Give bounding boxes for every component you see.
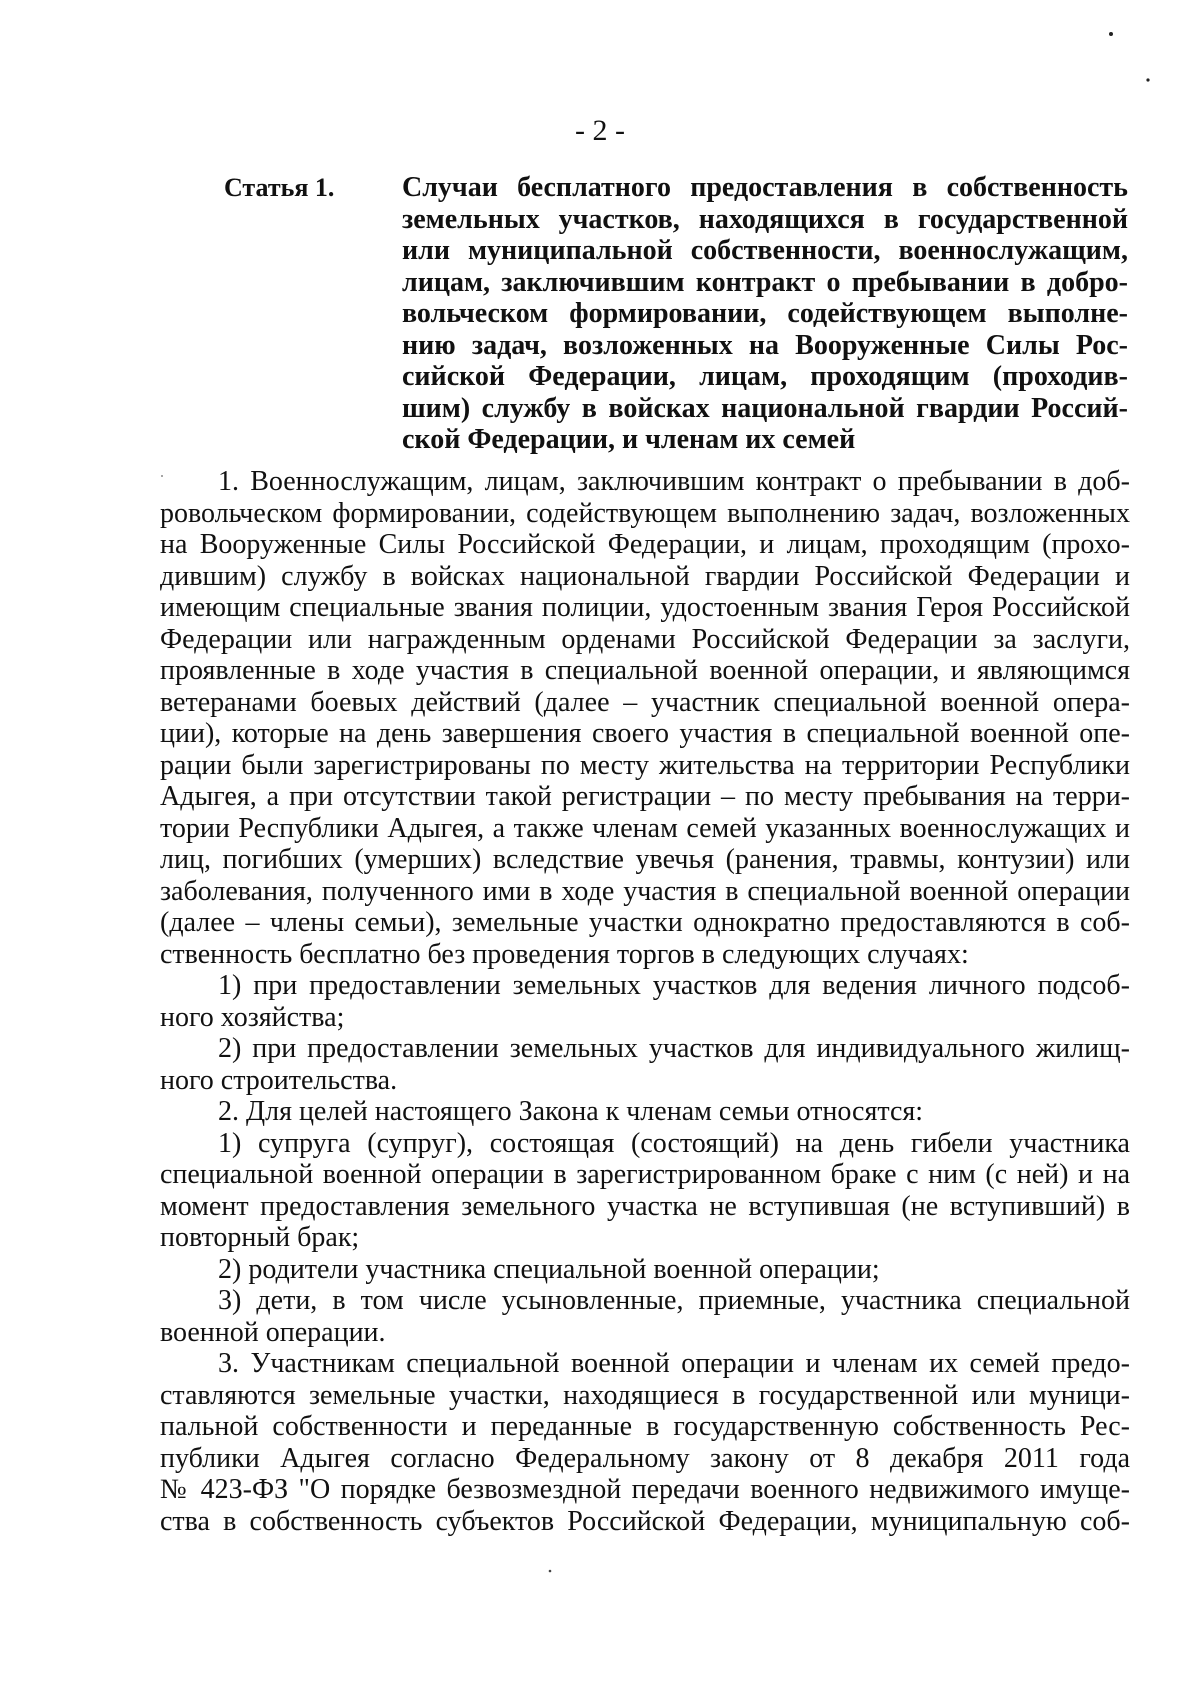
article-title-line: Случаи бесплатного предоставления в собственность — [402, 172, 1128, 203]
body-line: 1) супруга (супруг), состоящая (состоящий) на день гибели участника — [218, 1127, 1130, 1159]
article-title-line: лицам, заключившим контракт о пребывании в добро- — [402, 266, 1128, 298]
body-line: военной операции. — [160, 1316, 386, 1348]
body-line: момент предоставления земельного участка не вступившая (не вступивший) в — [160, 1190, 1130, 1222]
body-line: тории Республики Адыгея, а также членам семей указанных военнослужащих и — [160, 812, 1130, 844]
body-line: 2. Для целей настоящего Закона к членам семьи относятся: — [218, 1096, 924, 1127]
body-line: № 423-ФЗ "О порядке безвозмездной передачи военного недвижимого имуще- — [160, 1474, 1130, 1505]
article-title-line: вольческом формировании, содействующем выполне- — [402, 298, 1128, 329]
page-number: - 2 - — [575, 114, 625, 147]
body-line: пальной собственности и переданные в государственную собственность Рес- — [160, 1411, 1130, 1442]
body-line: ровольческом формировании, содействующем выполнению задач, возложенных — [160, 497, 1130, 529]
body-line: 3. Участникам специальной военной операции и членам их семей предо- — [218, 1348, 1130, 1379]
body-line: 1) при предоставлении земельных участков для ведения личного подсоб- — [218, 970, 1130, 1001]
body-line: ветеранами боевых действий (далее – участник специальной военной опера- — [160, 686, 1130, 718]
body-line: (далее – члены семьи), земельные участки однократно предоставляются в соб- — [160, 907, 1130, 938]
article-title-line: земельных участков, находящихся в государственной — [402, 203, 1128, 235]
body-line: имеющим специальные звания полиции, удостоенным звания Героя Российской — [160, 592, 1130, 623]
article-title-line: или муниципальной собственности, военнослужащим, — [402, 235, 1128, 266]
body-line: ства в собственность субъектов Российской Федерации, муниципальную соб- — [160, 1505, 1130, 1537]
body-line: заболевания, полученного ими в ходе участия в специальной военной операции — [160, 875, 1130, 907]
body-line: ставляются земельные участки, находящиеся в государственной или муници- — [160, 1379, 1130, 1411]
body-line: ции), которые на день завершения своего участия в специальной военной опе- — [160, 718, 1130, 749]
body-line: специальной военной операции в зарегистрированном браке с ним (с ней) и на — [160, 1159, 1130, 1190]
article-title-line: шим) службу в войсках национальной гвардии Россий- — [402, 392, 1128, 424]
body-line: 2) родители участника специальной военной операции; — [218, 1253, 880, 1285]
article-title-line: ской Федерации, и членам их семей — [402, 424, 856, 455]
body-line: ного хозяйства; — [160, 1001, 345, 1033]
body-line: повторный брак; — [160, 1222, 360, 1253]
body-line: лиц, погибших (умерших) вследствие увечья (ранения, травмы, контузии) или — [160, 844, 1130, 875]
body-line: на Вооруженные Силы Российской Федерации, и лицам, проходящим (прохо- — [160, 529, 1130, 560]
body-line: Адыгея, а при отсутствии такой регистрации – по месту пребывания на терри- — [160, 781, 1130, 812]
body-line: проявленные в ходе участия в специальной военной операции, и являющимся — [160, 655, 1130, 686]
body-line: 1. Военнослужащим, лицам, заключившим контракт о пребывании в доб- — [218, 466, 1130, 497]
body-line: 3) дети, в том числе усыновленные, приемные, участника специальной — [218, 1285, 1130, 1316]
body-line: дившим) службу в войсках национальной гвардии Российской Федерации и — [160, 560, 1130, 592]
body-line: Федерации или награжденным орденами Российской Федерации за заслуги, — [160, 623, 1130, 655]
article-label: Статья 1. — [224, 173, 335, 202]
article-title-line: сийской Федерации, лицам, проходящим (проходив- — [402, 361, 1128, 392]
body-line: ного строительства. — [160, 1064, 398, 1096]
body-line: ственность бесплатно без проведения торгов в следующих случаях: — [160, 938, 969, 970]
body-line: 2) при предоставлении земельных участков для индивидуального жилищ- — [218, 1033, 1130, 1064]
article-title-line: нию задач, возложенных на Вооруженные Силы Рос- — [402, 329, 1128, 361]
body-line: публики Адыгея согласно Федеральному закону от 8 декабря 2011 года — [160, 1442, 1130, 1474]
body-line: рации были зарегистрированы по месту жительства на территории Республики — [160, 749, 1130, 781]
